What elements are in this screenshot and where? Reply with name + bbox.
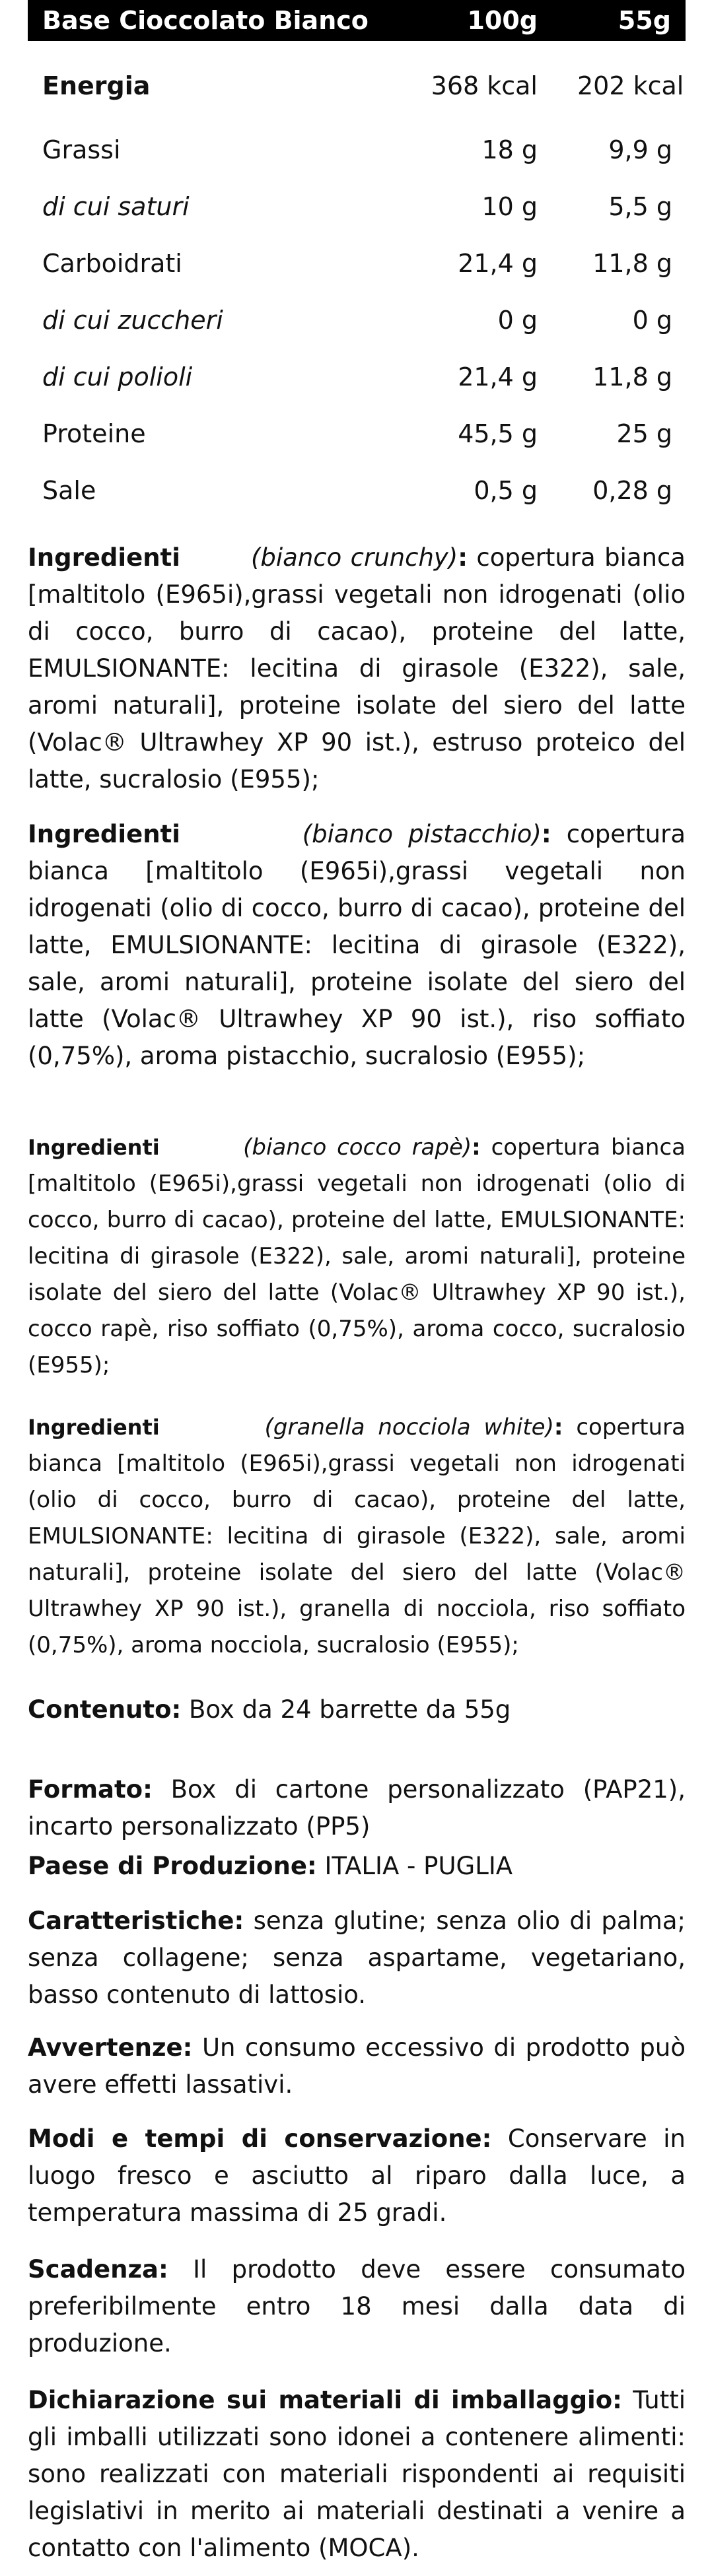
info-lead: Contenuto:: [28, 1695, 182, 1724]
nutrient-value-55g: 0,28 g: [592, 476, 672, 505]
nutrient-value-100g: 0 g: [497, 306, 538, 335]
nutrient-value-100g: 18 g: [481, 135, 538, 164]
nutrient-value-100g: 0,5 g: [474, 476, 538, 505]
nutrition-row-sale: [28, 462, 686, 519]
nutrition-row-grassi: [28, 121, 686, 178]
ingredients-colon: :: [541, 820, 551, 848]
nutrient-value-100g: 10 g: [481, 192, 538, 221]
nutrient-label: Proteine: [42, 419, 146, 448]
nutrient-value-55g: 11,8 g: [592, 362, 672, 391]
info-text: Box di cartone personalizzato (PAP21), incarto personalizzato (PP5): [28, 1775, 686, 1841]
ingredients-text: copertura bianca [maltitolo (E965i),grassi vegetali non idrogenati (olio di cocco, burro di cacao), proteine del latte, EMULSIONANTE: lecitina di girasole (E322), sale, aromi naturali], proteine isolate del siero del latte (Volac® Ultrawhey XP 90 ist.), granella di nocciola, riso soffiato (0,75%), aroma nocciola, sucralosio (E955);: [28, 1414, 686, 1658]
info-text: Il prodotto deve essere consumato preferibilmente entro 18 mesi dalla data di produzione.: [28, 2255, 686, 2357]
nutrition-row-polioli: [28, 349, 686, 405]
ingredients-bianco-crunchy: [28, 539, 686, 798]
nutrition-row-energia: [28, 41, 686, 121]
nutrient-label: Grassi: [42, 135, 121, 164]
nutrient-value-100g: 21,4 g: [458, 362, 538, 391]
info-paese-produzione: [28, 1848, 686, 1885]
info-formato: [28, 1771, 686, 1845]
info-lead: Dichiarazione sui materiali di imballaggio:: [28, 2386, 622, 2414]
info-lead: Formato:: [28, 1775, 153, 1804]
nutrition-table-header: [28, 0, 686, 41]
ingredients-colon: :: [472, 1134, 481, 1161]
nutrient-value-55g: 5,5 g: [608, 192, 672, 221]
nutrient-label: Energia: [42, 71, 151, 100]
ingredients-lead: Ingredienti: [28, 1415, 160, 1440]
nutrient-label: Sale: [42, 476, 96, 505]
ingredients-variant: (granella nocciola white): [264, 1414, 554, 1441]
nutrition-row-carboidrati: [28, 235, 686, 292]
ingredients-colon: :: [458, 543, 468, 572]
nutrient-value-100g: 368 kcal: [431, 71, 538, 100]
nutrient-label: Carboidrati: [42, 249, 182, 278]
ingredients-lead: Ingredienti: [28, 543, 180, 572]
nutrient-value-55g: 11,8 g: [592, 249, 672, 278]
info-scadenza: [28, 2251, 686, 2362]
ingredients-variant: (bianco pistacchio): [302, 820, 542, 848]
info-lead: Avvertenze:: [28, 2033, 193, 2062]
ingredients-granella-nocciola-white: [28, 1409, 686, 1664]
info-caratteristiche: [28, 1903, 686, 2014]
info-lead: Modi e tempi di conservazione:: [28, 2124, 492, 2153]
ingredients-text: copertura bianca [maltitolo (E965i),grassi vegetali non idrogenati (olio di cocco, burro di cacao), proteine del latte, EMULSIONANTE: lecitina di girasole (E322), sale, aromi naturali], proteine isolate del siero del latte (Volac® Ultrawhey XP 90 ist.), riso soffiato (0,75%), aroma pistacchio, sucralosio (E955);: [28, 820, 686, 1070]
ingredients-bianco-cocco-rape: [28, 1130, 686, 1384]
ingredients-variant: (bianco crunchy): [250, 543, 458, 572]
info-text: Tutti gli imballi utilizzati sono idonei a contenere alimenti: sono realizzati con materiali rispondenti ai requisiti legislativi in merito ai materiali destinati a venire a contatto con l'alimento (MOCA).: [28, 2386, 686, 2562]
info-text: Conservare in luogo fresco e asciutto al riparo dalla luce, a temperatura massima di 25 gradi.: [28, 2124, 686, 2227]
ingredients-lead: Ingredienti: [28, 1135, 160, 1160]
info-avvertenze: [28, 2029, 686, 2103]
info-conservazione: [28, 2120, 686, 2231]
info-text: Un consumo eccessivo di prodotto può avere effetti lassativi.: [28, 2033, 686, 2099]
nutrient-value-100g: 21,4 g: [458, 249, 538, 278]
nutrient-label: di cui zuccheri: [42, 306, 223, 335]
header-product-name: Base Cioccolato Bianco: [28, 0, 384, 41]
header-per-55g: 55g: [563, 0, 686, 41]
info-lead: Paese di Produzione:: [28, 1852, 317, 1880]
ingredients-text: copertura bianca [maltitolo (E965i),grassi vegetali non idrogenati (olio di cocco, burro di cacao), proteine del latte, EMULSIONANTE: lecitina di girasole (E322), sale, aromi naturali], proteine isolate del siero del latte (Volac® Ultrawhey XP 90 ist.), cocco rapè, riso soffiato (0,75%), aroma cocco, sucralosio (E955);: [28, 1134, 686, 1378]
info-contenuto: [28, 1691, 686, 1728]
info-text: ITALIA - PUGLIA: [316, 1852, 513, 1880]
nutrient-value-55g: 25 g: [616, 419, 672, 448]
nutrition-table: [28, 0, 686, 519]
ingredients-variant: (bianco cocco rapè): [243, 1134, 472, 1161]
header-per-100g: 100g: [384, 0, 563, 41]
nutrient-value-100g: 45,5 g: [458, 419, 538, 448]
nutrient-value-55g: 0 g: [632, 306, 672, 335]
info-lead: Scadenza:: [28, 2255, 168, 2284]
info-text: Box da 24 barrette da 55g: [181, 1695, 511, 1724]
nutrition-row-zuccheri: [28, 292, 686, 349]
ingredients-bianco-pistacchio: [28, 816, 686, 1075]
ingredients-colon: :: [553, 1414, 563, 1441]
nutrient-label: di cui polioli: [42, 362, 193, 391]
nutrition-row-saturi: [28, 178, 686, 235]
nutrient-value-55g: 9,9 g: [608, 135, 672, 164]
ingredients-text: copertura bianca [maltitolo (E965i),grassi vegetali non idrogenati (olio di cocco, burro di cacao), proteine del latte, EMULSIONANTE: lecitina di girasole (E322), sale, aromi naturali], proteine isolate del siero del latte (Volac® Ultrawhey XP 90 ist.), estruso proteico del latte, sucralosio (E955);: [28, 543, 686, 794]
nutrient-label: di cui saturi: [42, 192, 190, 221]
nutrition-row-proteine: [28, 405, 686, 462]
ingredients-lead: Ingredienti: [28, 820, 180, 848]
info-imballaggio: [28, 2382, 686, 2567]
info-text: senza glutine; senza olio di palma; senza collagene; senza aspartame, vegetariano, basso contenuto di lattosio.: [28, 1907, 686, 2009]
nutrient-value-55g: 202 kcal: [577, 71, 684, 100]
info-lead: Caratteristiche:: [28, 1907, 244, 1935]
